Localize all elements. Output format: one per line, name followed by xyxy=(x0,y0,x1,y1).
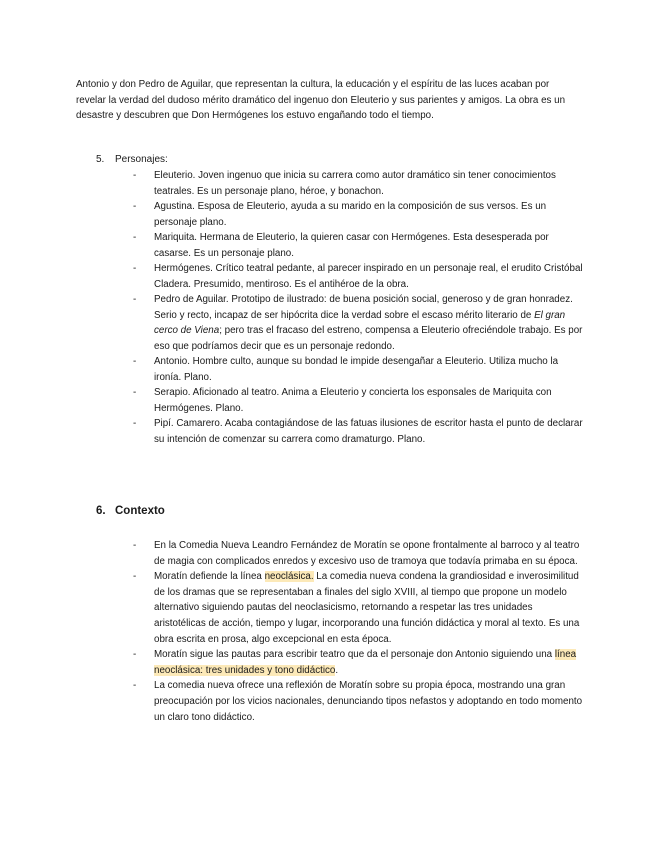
list-item xyxy=(133,385,583,416)
context-item-pre: Moratín defiende la línea xyxy=(154,571,265,583)
character-hermogenes: Hermógenes. Crítico teatral pedante, al parecer inspirado en un personaje real, el erudito Cristóbal Cladera. Presumido, mentiroso. Es el antihéroe de la obra. xyxy=(154,263,583,290)
list-item xyxy=(133,261,583,292)
list-item xyxy=(133,678,583,725)
character-antonio: Antonio. Hombre culto, aunque su bondad le impide desengañar a Eleuterio. Utiliza mucho la ironía. Plano. xyxy=(154,356,559,383)
character-eleuterio: Eleuterio. Joven ingenuo que inicia su carrera como autor dramático sin tener conocimientos teatrales. Es un personaje plano, héroe, y bonachon. xyxy=(154,170,556,197)
list-item xyxy=(133,569,583,647)
character-agustina: Agustina. Esposa de Eleuterio, ayuda a su marido en la composición de sus versos. Es un personaje plano. xyxy=(154,201,547,228)
character-serapio: Serapio. Aficionado al teatro. Anima a Eleuterio y concierta los esponsales de Mariquita con Hermógenes. Plano. xyxy=(154,387,552,414)
characters-list xyxy=(133,168,583,447)
context-item-post: . xyxy=(335,664,339,676)
character-pipi: Pipí. Camarero. Acaba contagiándose de las fatuas ilusiones de escritor hasta el punto de declarar su intención de comenzar su carrera como dramaturgo. Plano. xyxy=(154,418,583,445)
context-item-pre: Moratín sigue las pautas para escribir teatro que da el personaje don Antonio siguiendo una xyxy=(154,649,555,661)
bullet: - xyxy=(133,170,137,181)
section-6-title: Contexto xyxy=(115,505,165,517)
bullet: - xyxy=(133,201,137,212)
list-item xyxy=(133,647,583,678)
list-item xyxy=(133,168,583,199)
bullet: - xyxy=(133,294,137,305)
context-item-text: En la Comedia Nueva Leandro Fernández de Moratín se opone frontalmente al barroco y al teatro de magia con complicados enredos y excesivo uso de tramoya que todavía primaba en su época. xyxy=(154,540,580,567)
bullet: - xyxy=(133,540,137,551)
highlighted-text: línea neoclásica: tres unidades y tono didáctico xyxy=(154,649,577,676)
work-title-italic: El gran cerco de Viena xyxy=(154,309,566,336)
character-pedro-text-b: ; pero tras el fracaso del estreno, compensa a Eleuterio ofreciéndole trabajo. Es por eso que podríamos decir que es un personaje redondo. xyxy=(154,325,583,352)
bullet: - xyxy=(133,649,137,661)
section-5-title: Personajes: xyxy=(115,154,168,165)
character-pedro-text-a: Pedro de Aguilar. Prototipo de ilustrado: de buena posición social, generoso y de gran honradez. Serio y recto, incapaz de ser hipócrita dice la verdad sobre el escaso mérito literario de xyxy=(154,294,573,321)
bullet: - xyxy=(133,263,137,274)
bullet: - xyxy=(133,387,137,398)
list-item xyxy=(133,199,583,230)
highlighted-text: neoclásica. xyxy=(264,571,314,583)
context-list xyxy=(133,538,583,725)
character-mariquita: Mariquita. Hermana de Eleuterio, la quieren casar con Hermógenes. Esta desesperada por casarse. Es un personaje plano. xyxy=(154,232,549,259)
section-6-number: 6. xyxy=(96,505,106,517)
bullet: - xyxy=(133,356,137,367)
context-item-text: La comedia nueva ofrece una reflexión de Moratín sobre su propia época, mostrando una gran preocupación por los vicios nacionales, denunciando tipos nefastos y adoptando en todo momento un claro tono didáctico. xyxy=(154,680,583,723)
intro-paragraph: Antonio y don Pedro de Aguilar, que representan la cultura, la educación y el espíritu de las luces acaban por revelar la verdad del dudoso mérito dramático del ingenuo don Eleuterio y sus parientes y amigos. La obra es un desastre y descubren que Don Hermógenes los estuvo engañando todo el tiempo. xyxy=(76,79,566,121)
section-5-number: 5. xyxy=(96,154,105,165)
bullet: - xyxy=(133,232,137,243)
bullet: - xyxy=(133,418,137,429)
list-item xyxy=(133,538,583,569)
list-item xyxy=(133,230,583,261)
list-item xyxy=(133,416,583,447)
list-item xyxy=(133,354,583,385)
list-item xyxy=(133,292,583,354)
section-5-heading xyxy=(96,152,168,167)
bullet: - xyxy=(133,680,137,692)
section-6-heading xyxy=(96,505,165,517)
bullet: - xyxy=(133,571,137,583)
context-item-post: La comedia nueva condena la grandiosidad e inverosimilitud de los dramas que se representaban a finales del siglo XVIII, al tiempo que propone un modelo alternativo siguiendo pautas del neoclasicismo, retornando a respetar las tres unidades aristotélicas de acción, tiempo y lugar, incorporando una función didáctica y moral al texto. Es una obra escrita en prosa, algo excepcional en esta época. xyxy=(154,571,580,645)
